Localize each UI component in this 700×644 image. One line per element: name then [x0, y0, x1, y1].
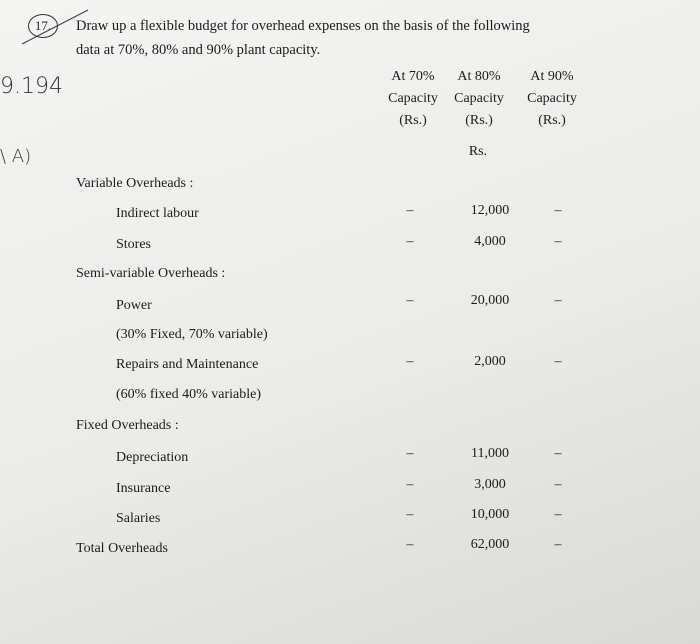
row-label: Indirect labour: [116, 206, 199, 221]
value-70: –: [406, 203, 414, 218]
header-line: At 90%: [530, 69, 574, 84]
value-70: –: [406, 234, 414, 249]
header-line: (Rs.): [538, 113, 566, 128]
row-label: Semi-variable Overheads :: [76, 266, 226, 281]
value-90: –: [554, 293, 562, 308]
value-90: –: [554, 507, 562, 522]
value-80: 20,000: [470, 293, 510, 308]
value-70: –: [406, 477, 414, 492]
value-70: –: [406, 537, 414, 552]
header-line: Capacity: [454, 91, 504, 106]
question-text-line2: data at 70%, 80% and 90% plant capacity.: [76, 42, 321, 58]
question-text-line1: Draw up a flexible budget for overhead expenses on the basis of the following: [76, 18, 530, 34]
row-label: Stores: [116, 237, 151, 252]
header-line: At 80%: [457, 69, 501, 84]
value-70: –: [406, 507, 414, 522]
row-label: Total Overheads: [76, 541, 168, 556]
header-line: Capacity: [527, 91, 577, 106]
value-80: 10,000: [470, 507, 510, 522]
value-80: 4,000: [474, 234, 506, 249]
handwritten-page-ref: 9.194: [0, 74, 63, 99]
column-header-70: [376, 66, 450, 132]
value-90: –: [554, 234, 562, 249]
value-80: 2,000: [474, 354, 506, 369]
handwritten-note: \ A): [0, 146, 32, 167]
row-label: (30% Fixed, 70% variable): [116, 327, 268, 342]
row-label: Power: [116, 298, 152, 313]
value-80: 3,000: [474, 477, 506, 492]
value-90: –: [554, 203, 562, 218]
header-line: At 70%: [391, 69, 435, 84]
column-header-90: [515, 66, 589, 132]
value-90: –: [554, 354, 562, 369]
value-80: 62,000: [470, 537, 510, 552]
value-90: –: [554, 446, 562, 461]
row-label: Repairs and Maintenance: [116, 357, 259, 372]
row-label: Variable Overheads :: [76, 176, 194, 191]
currency-label: Rs.: [468, 144, 488, 159]
row-label: Fixed Overheads :: [76, 418, 179, 433]
column-header-80: [442, 66, 516, 132]
header-line: (Rs.): [465, 113, 493, 128]
header-line: Capacity: [388, 91, 438, 106]
value-90: –: [554, 477, 562, 492]
row-label: Salaries: [116, 511, 161, 526]
row-label: Depreciation: [116, 450, 189, 465]
value-70: –: [406, 446, 414, 461]
question-number: 17.: [28, 14, 58, 38]
value-90: –: [554, 537, 562, 552]
value-80: 12,000: [470, 203, 510, 218]
value-80: 11,000: [471, 446, 509, 461]
row-label: (60% fixed 40% variable): [116, 387, 261, 402]
value-70: –: [406, 354, 414, 369]
header-line: (Rs.): [399, 113, 427, 128]
value-70: –: [406, 293, 414, 308]
row-label: Insurance: [116, 481, 171, 496]
